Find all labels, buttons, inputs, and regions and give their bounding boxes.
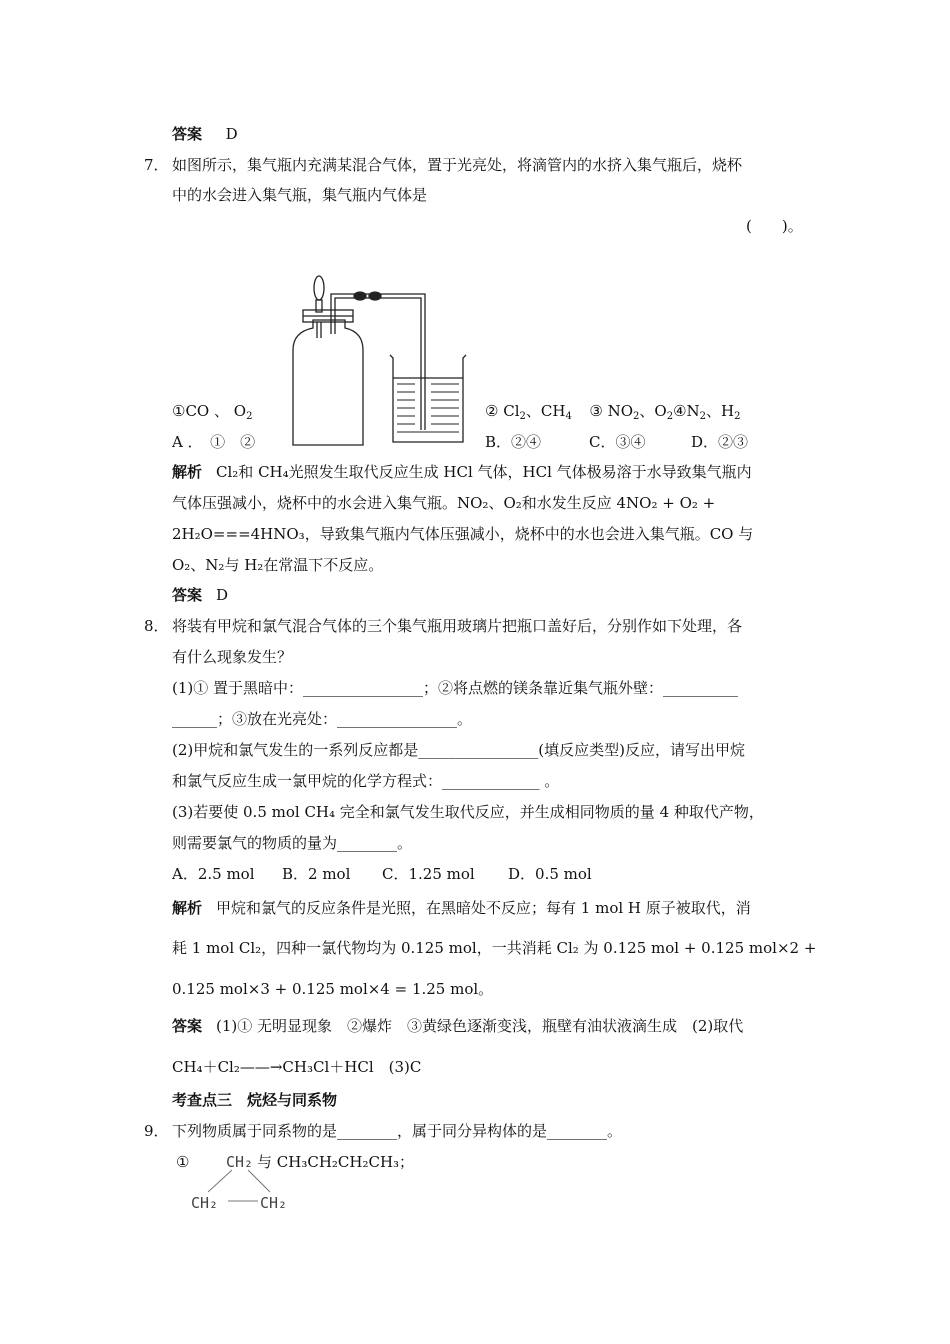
explanation-line: 耗 1 mol Cl₂，四种一氯代物均为 0.125 mol，一共消耗 Cl₂ 为 0.125 mol + 0.125 mol×2 + (172, 939, 817, 957)
choice-a: A．2.5 mol (172, 865, 255, 883)
question-text: 如图所示，集气瓶内充满某混合气体，置于光亮处，将滴管内的水挤入集气瓶后，烧杯 (172, 156, 743, 174)
question-number: 7． (144, 156, 169, 174)
question-text: 下列物质属于同系物的是________，属于同分异构体的是________。 (172, 1122, 623, 1140)
answer-line (172, 585, 228, 605)
choice-a: A ． ① ② (172, 433, 256, 451)
choice-c: C．③④ (589, 433, 646, 451)
answer-label: 答案 (172, 586, 203, 604)
explanation-label: 解析 (172, 899, 203, 917)
answer-line: CH₄＋Cl₂——→CH₃Cl＋HCl (3)C (172, 1058, 422, 1076)
question-text: 中的水会进入集气瓶，集气瓶内气体是 (172, 186, 428, 204)
subquestion-text: 则需要氯气的物质的量为________。 (172, 834, 413, 852)
item-number: ① (176, 1153, 190, 1171)
subquestion-text: 和氯气反应生成一氯甲烷的化学方程式：_____________ 。 (172, 772, 560, 790)
question-text: 有什么现象发生？ (172, 648, 293, 666)
explanation-label: 解析 (172, 463, 203, 481)
answer-value: D (216, 586, 229, 604)
answer-label: 答案 (172, 1017, 203, 1035)
section-heading: 考查点三 烷烃与同系物 (172, 1091, 338, 1109)
cyclopropane-bottom-bond (228, 1196, 258, 1206)
subquestion-text: (3)若要使 0.5 mol CH₄ 完全和氯气发生取代反应，并生成相同物质的量 4 种取代产物， (172, 803, 764, 821)
answer-line (172, 124, 238, 144)
option-1: ①CO 、 $O_2$ (172, 402, 253, 422)
subquestion-text: (1)① 置于黑暗中：________________；②将点燃的镁条靠近集气瓶外壁：__________ (172, 679, 739, 697)
choice-c: C．1.25 mol (382, 865, 475, 883)
answer-value: D (225, 125, 238, 143)
ring-left-label: CH₂ (191, 1194, 219, 1212)
explanation-line: 0.125 mol×3 + 0.125 mol×4 = 1.25 mol。 (172, 980, 494, 998)
question-text: 将装有甲烷和氯气混合气体的三个集气瓶用玻璃片把瓶口盖好后，分别作如下处理，各 (172, 617, 743, 635)
explanation-line: 2H₂O===4HNO₃，导致集气瓶内气体压强减小，烧杯中的水也会进入集气瓶。CO 与 (172, 525, 754, 543)
question-number: 8． (144, 617, 169, 635)
gas-bottle-beaker-figure (285, 270, 475, 450)
choice-b: B．2 mol (282, 865, 351, 883)
answer-paren: ( )。 (746, 217, 803, 235)
ring-top-label: CH₂ (226, 1153, 254, 1171)
answer-label: 答案 (172, 125, 203, 143)
subquestion-text: (2)甲烷和氯气发生的一系列反应都是________________(填反应类型)反应，请写出甲烷 (172, 741, 745, 759)
ring-right-label: CH₂ (260, 1194, 288, 1212)
explanation-line: O₂、N₂与 H₂在常温下不反应。 (172, 556, 384, 574)
explanation-line: 解析 甲烷和氯气的反应条件是光照，在黑暗处不反应；每有 1 mol H 原子被取代，消 (172, 899, 751, 917)
choice-d: D．0.5 mol (508, 865, 592, 883)
explanation-line: 气体压强减小，烧杯中的水会进入集气瓶。NO₂、O₂和水发生反应 4NO₂ + O₂ + (172, 494, 716, 512)
choice-b: B．②④ (485, 433, 542, 451)
question-number: 9． (144, 1122, 169, 1140)
options-2-3-4: ② $Cl_2$、$CH_4$ ③ $NO_2$、$O_2④N_2$、$H_2$ (485, 402, 741, 422)
answer-line: 答案 (1)① 无明显现象 ②爆炸 ③黄绿色逐渐变浅，瓶壁有油状液滴生成 (2)取代 (172, 1017, 744, 1035)
choice-d: D．②③ (691, 433, 749, 451)
item-text: 与 CH₃CH₂CH₂CH₃； (257, 1153, 415, 1171)
subquestion-text: ______；③放在光亮处：________________。 (172, 710, 473, 728)
explanation-line: 解析 Cl₂和 CH₄光照发生取代反应生成 HCl 气体，HCl 气体极易溶于水导致集气瓶内 (172, 463, 752, 481)
